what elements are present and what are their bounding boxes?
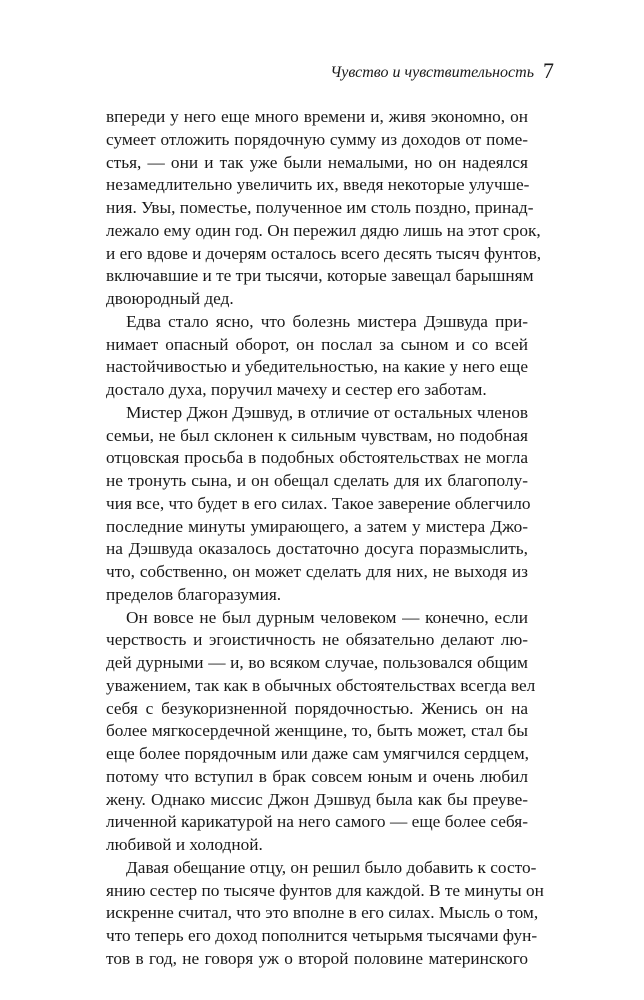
text-line: включавшие и те три тысячи, которые завещал барышням xyxy=(106,266,534,286)
text-line: что, собственно, он может сделать для них, не выходя из xyxy=(106,562,528,581)
text-line: на Дэшвуда оказалось достаточно досуга поразмыслить, xyxy=(106,539,528,559)
text-line: незамедлительно увеличить их, введя некоторые улучше- xyxy=(106,175,530,195)
text-line: дей дурными — и, во всяком случае, пользовался общим xyxy=(106,653,528,672)
text-line: нимает опасный оборот, он послал за сыном и со всей xyxy=(106,334,528,354)
text-line: Давая обещание отцу, он решил было добавить к состо- xyxy=(126,857,537,877)
text-line: потому что вступил в брак совсем юным и очень любил xyxy=(106,766,528,786)
text-line: ния. Увы, поместье, полученное им столь поздно, принад- xyxy=(106,198,534,217)
text-line: и его вдове и дочерям осталось всего десять тысяч фунтов, xyxy=(106,243,542,263)
text-line: Едва стало ясно, что болезнь мистера Дэшвуда при- xyxy=(126,311,528,331)
running-head-title: Чувство и чувствительность xyxy=(330,64,534,81)
body-text xyxy=(106,106,544,971)
text-line: последние минуты умирающего, а затем у мистера Джо- xyxy=(106,516,528,536)
text-line: жену. Однако миссис Джон Дэшвуд была как бы преуве- xyxy=(106,789,528,809)
text-line: уважением, так как в обычных обстоятельствах всегда вел xyxy=(106,675,536,695)
text-line: отцовская просьба в подобных обстоятельствах не могла xyxy=(106,448,528,468)
text-line: еще более порядочным или даже сам умягчился сердцем, xyxy=(106,744,529,763)
text-line: что теперь его доход пополнится четырьмя тысячами фун- xyxy=(106,926,538,945)
text-line: не тронуть сына, и он обещал сделать для их благополу- xyxy=(106,471,528,490)
text-line: Мистер Джон Дэшвуд, в отличие от остальных членов xyxy=(126,402,528,422)
text-line: любивой и холодной. xyxy=(106,835,263,854)
text-line: личенной карикатурой на него самого — еще более себя- xyxy=(106,812,528,832)
text-line: семьи, не был склонен к сильным чувствам, но подобная xyxy=(106,425,528,445)
text-line: искренне считал, что это вполне в его силах. Мысль о том, xyxy=(106,903,539,923)
text-line: себя с безукоризненной порядочностью. Женись он на xyxy=(106,698,528,718)
text-line: настойчивостью и убедительностью, на какие у него еще xyxy=(106,357,528,377)
text-line: более мягкосердечной женщине, то, быть может, стал бы xyxy=(106,721,528,741)
text-line: достало духа, поручил мачеху и сестер его заботам. xyxy=(106,380,487,399)
text-line: тов в год, не говоря уж о второй половине материнского xyxy=(106,948,528,968)
text-line: впереди у него еще много времени и, живя экономно, он xyxy=(106,107,528,126)
text-line: черствость и эгоистичность не обязательно делают лю- xyxy=(106,630,528,650)
text-line: сумеет отложить порядочную сумму из доходов от поме- xyxy=(106,129,528,149)
text-line: двоюродный дед. xyxy=(106,289,234,308)
text-line: пределов благоразумия. xyxy=(106,584,282,604)
text-line: лежало ему один год. Он пережил дядю лишь на этот срок, xyxy=(106,220,541,240)
page-number: 7 xyxy=(543,58,554,83)
text-line: чия все, что будет в его силах. Такое заверение облегчило xyxy=(106,493,531,513)
text-line: янию сестер по тысяче фунтов для каждой. В те минуты он xyxy=(106,880,544,900)
text-line: стья, — они и так уже были немалыми, но он надеялся xyxy=(106,152,528,172)
text-line: Он вовсе не был дурным человеком — конечно, если xyxy=(126,607,528,627)
